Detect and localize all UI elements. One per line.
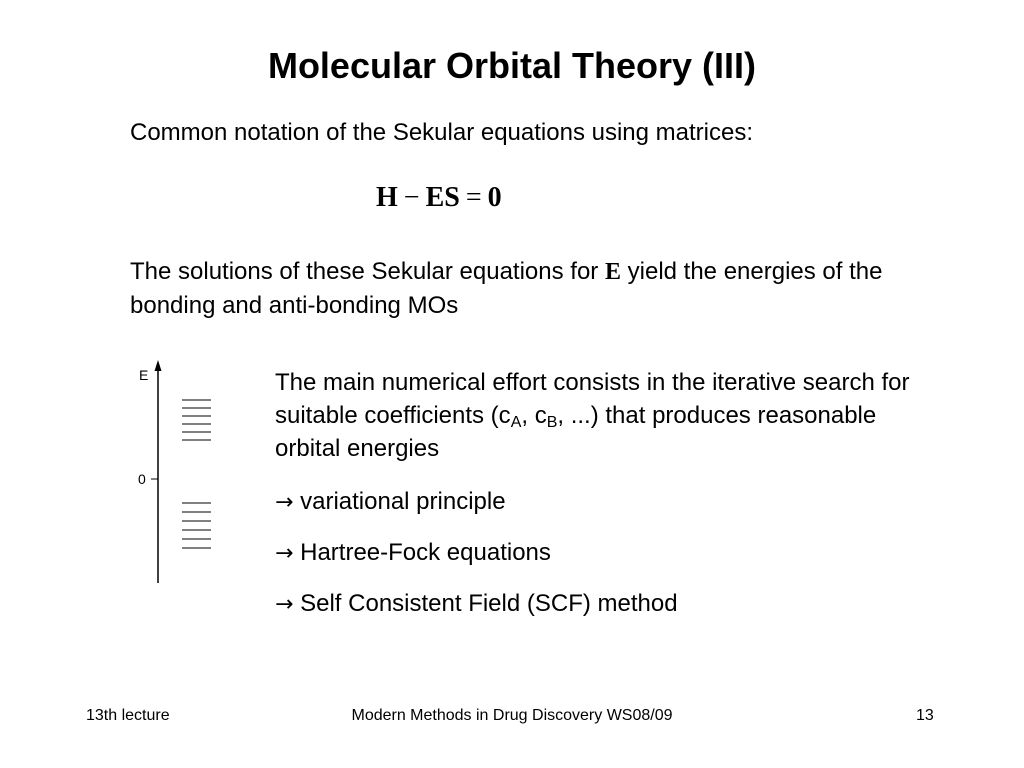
bullet-hartree-fock: [275, 536, 551, 570]
energy-level-diagram: [120, 355, 230, 590]
right-arrow-icon: →: [275, 592, 294, 617]
bonding-levels: [182, 503, 211, 548]
footer-lecture: 13th lecture: [86, 707, 170, 724]
energy-axis-label: E: [139, 367, 149, 383]
slide-title: Molecular Orbital Theory (III): [267, 45, 757, 86]
effort-part3: , ...) that produces reasonable orbital energies: [275, 402, 877, 462]
effort-sub-b: B: [546, 414, 558, 431]
solutions-after: yield the energies of the bonding and anti-bonding MOs: [130, 258, 883, 319]
intro-text: Common notation of the Sekular equations using matrices:: [130, 119, 754, 146]
bullet-label: variational principle: [300, 488, 506, 515]
equation-equals: =: [465, 182, 482, 213]
energy-symbol: E: [604, 259, 621, 285]
equation-h: H: [376, 182, 398, 213]
equation-zero: 0: [487, 182, 502, 213]
antibonding-levels: [182, 400, 211, 440]
secular-equation: [376, 178, 502, 218]
footer-course: Modern Methods in Drug Discovery WS08/09: [351, 707, 673, 724]
bullet-label: Self Consistent Field (SCF) method: [300, 590, 678, 617]
energy-axis-arrowhead: [155, 360, 162, 371]
equation-minus: −: [403, 182, 420, 213]
effort-part1: The main numerical effort consists in the iterative search for suitable coefficients (c: [275, 369, 910, 429]
energy-level-svg: [120, 355, 230, 590]
right-arrow-icon: →: [275, 541, 294, 566]
right-arrow-icon: →: [275, 490, 294, 515]
footer-page-number: 13: [916, 707, 934, 724]
bullet-scf-method: [275, 587, 678, 621]
bullet-variational-principle: [275, 485, 506, 519]
solutions-text: [130, 255, 890, 322]
effort-part2: , c: [521, 402, 547, 429]
effort-sub-a: A: [510, 414, 522, 431]
solutions-before: The solutions of these Sekular equations for: [130, 258, 605, 285]
zero-axis-label: 0: [138, 471, 146, 487]
bullet-label: Hartree-Fock equations: [300, 539, 551, 566]
effort-text: [275, 366, 935, 465]
equation-es: ES: [425, 182, 460, 213]
